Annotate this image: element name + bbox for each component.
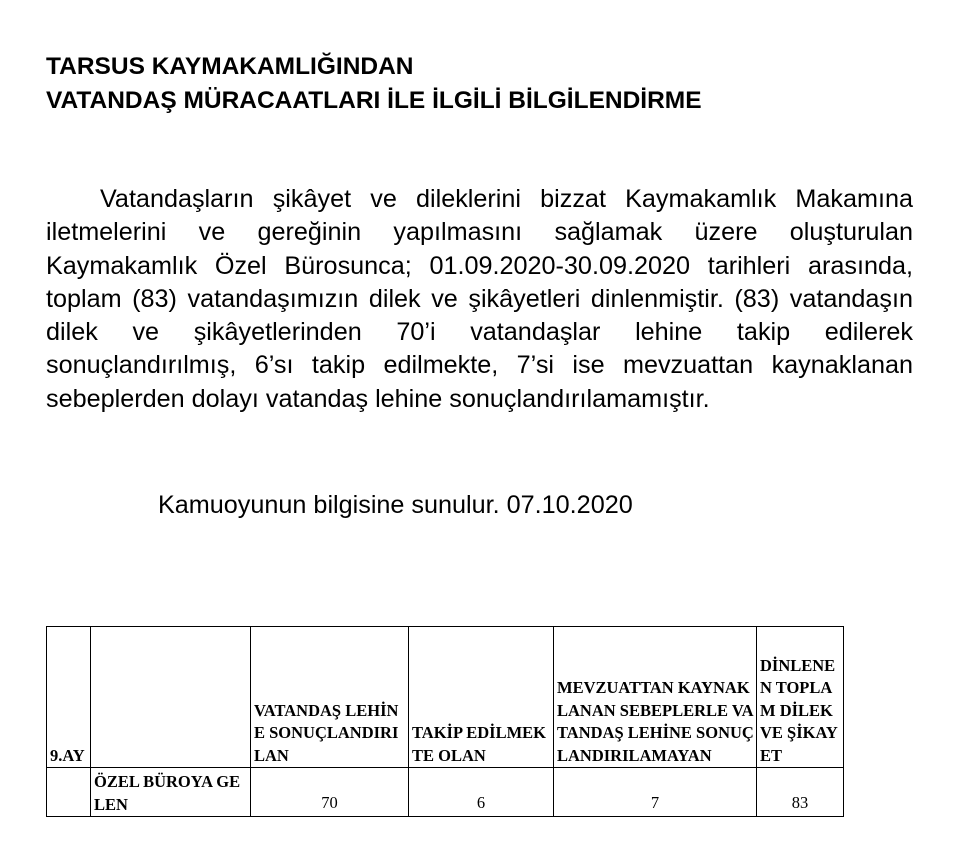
row-resolved-value: 70 (251, 768, 409, 817)
table-header-row (47, 627, 844, 768)
header-unresolved: MEVZUATTAN KAYNAKLANAN SEBEPLERLE VATANDAŞ LEHİNE SONUÇLANDIRILAMAYAN (554, 627, 757, 768)
header-resolved: VATANDAŞ LEHİNE SONUÇLANDIRILAN (251, 627, 409, 768)
row-period (47, 768, 91, 817)
table-row (47, 768, 844, 817)
row-in-progress-value: 6 (409, 768, 554, 817)
header-period: 9.AY (47, 627, 91, 768)
header-total: DİNLENEN TOPLAM DİLEK VE ŞİKAYET (757, 627, 844, 768)
row-unresolved-value: 7 (554, 768, 757, 817)
closing-statement: Kamuoyunun bilgisine sunulur. 07.10.2020 (158, 491, 633, 519)
statistics-table (46, 626, 844, 817)
row-label: ÖZEL BÜROYA GELEN (91, 768, 251, 817)
heading-line-2: VATANDAŞ MÜRACAATLARI İLE İLGİLİ BİLGİLENDİRME (46, 87, 702, 114)
document-heading (46, 50, 702, 118)
row-total-value: 83 (757, 768, 844, 817)
header-blank (91, 627, 251, 768)
heading-line-1: TARSUS KAYMAKAMLIĞINDAN (46, 53, 414, 80)
body-paragraph: Vatandaşların şikâyet ve dileklerini bizzat Kaymakamlık Makamına iletmelerini ve gereğinin yapılmasını sağlamak üzere oluşturulan Kaymakamlık Özel Bürosunca; 01.09.2020-30.09.2020 tarihleri arasında, toplam (83) vatandaşımızın dilek ve şikâyetleri dinlenmiştir. (83) vatandaşın dilek ve şikâyetlerinden 70’i vatandaşlar lehine takip edilerek sonuçlandırılmış, 6’sı takip edilmekte, 7’si ise mevzuattan kaynaklanan sebeplerden dolayı vatandaş lehine sonuçlandırılamamıştır. (46, 185, 913, 413)
header-in-progress: TAKİP EDİLMEKTE OLAN (409, 627, 554, 768)
